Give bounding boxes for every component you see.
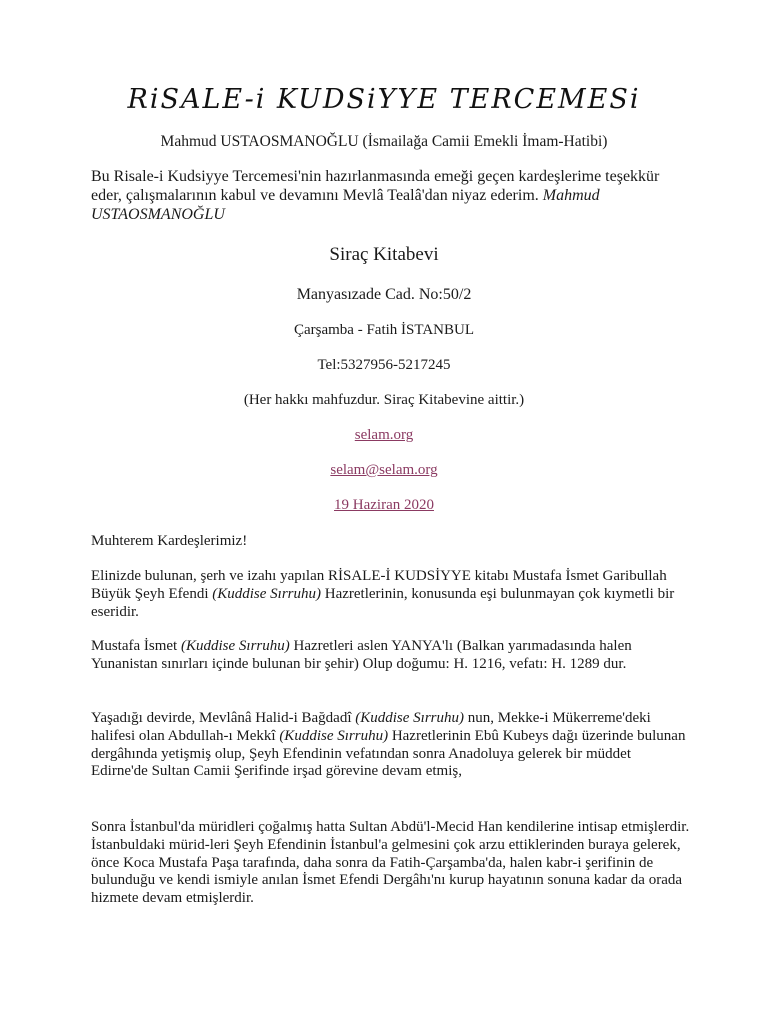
body-paragraph-1 (91, 568, 691, 621)
website-link[interactable]: selam.org (354, 427, 414, 443)
website-link-row (0, 427, 768, 444)
date-link[interactable]: 19 Haziran 2020 (334, 497, 434, 513)
intro-signature: Mahmud USTAOSMANOĞLU (91, 187, 600, 223)
author-subtitle: Mahmud USTAOSMANOĞLU (İsmailağa Camii Emekli İmam-Hatibi) (160, 133, 608, 150)
email-link[interactable]: selam@selam.org (330, 462, 438, 478)
honorific: (Kuddise Sırruhu) (212, 585, 321, 602)
publisher-phone: Tel:5327956-5217245 (317, 357, 451, 373)
honorific: (Kuddise Sırruhu) (279, 727, 389, 744)
body-paragraph-2 (91, 638, 691, 674)
body-paragraph-4: Sonra İstanbul'da müridleri çoğalmış hatta Sultan Abdü'l-Mecid Han kendilerine intisap etmişlerdir. İstanbuldaki mürid-leri Şeyh Efendinin İstanbul'a gelmesini çok arzu ettiklerinden buraya gelerek, önce Koca Mustafa Paşa tarafında, daha sonra da Fatih-Çarşamba'da, halen kabr-i şerifinin de bulunduğu ve kendi ismiyle anılan İsmet Efendi Dergâhı'nı kurup hayatının sonuna kadar da orada hizmete devam etmişlerdir. (91, 819, 690, 907)
honorific: (Kuddise Sırruhu) (180, 638, 290, 654)
honorific: (Kuddise Sırruhu) (355, 710, 465, 726)
greeting: Muhterem Kardeşlerimiz! (91, 533, 248, 549)
paragraph-text: nun, Mekke-i Mükerreme'deki halifesi olan Abdullah-ı Mekkî (91, 710, 651, 744)
intro-text: Bu Risale-i Kudsiyye Tercemesi'nin hazırlanmasında emeği geçen kardeşlerime teşekkür eder, çalışmalarının kabul ve devamını Mevlâ Tealâ'dan niyaz ederim. (91, 168, 660, 204)
publisher-name: Siraç Kitabevi (329, 244, 439, 265)
paragraph-text: Mustafa İsmet (91, 638, 181, 654)
email-link-row (0, 462, 768, 479)
paragraph-text: Yaşadığı devirde, Mevlânâ Halid-i Bağdadî (91, 710, 356, 726)
document-title: RiSALE-i KUDSiYYE TERCEMESi (127, 84, 641, 115)
date-link-row (0, 497, 768, 514)
publisher-district: Çarşamba - Fatih İSTANBUL (293, 322, 475, 338)
paragraph-text: Elinizde bulunan, şerh ve izahı yapılan RİSALE-İ KUDSİYYE kitabı Mustafa İsmet Garibullah Büyük Şeyh Efendi (91, 568, 667, 602)
paragraph-text: Hazretlerinin, konusunda eşi bulunmayan çok kıymetli bir eseridir. (91, 585, 675, 620)
intro-paragraph (91, 167, 691, 224)
paragraph-text: Hazretlerinin Ebû Kubeys dağı üzerinde bulunan dergâhında yetişmiş olup, Şeyh Efendinin vefatından sonra Anadoluya gelerek bir müddet Edirne'de Sultan Camii Şerifinde irşad görevine devam etmiş, (91, 727, 686, 780)
paragraph-text: Hazretleri aslen YANYA'lı (Balkan yarımadasında halen Yunanistan sınırları içinde bulunan bir şehir) Olup doğumu: H. 1216, vefatı: H. 1289 dur. (91, 638, 632, 672)
publisher-address: Manyasızade Cad. No:50/2 (296, 286, 472, 303)
copyright-notice: (Her hakkı mahfuzdur. Siraç Kitabevine aittir.) (243, 392, 525, 408)
body-paragraph-3 (91, 710, 691, 781)
